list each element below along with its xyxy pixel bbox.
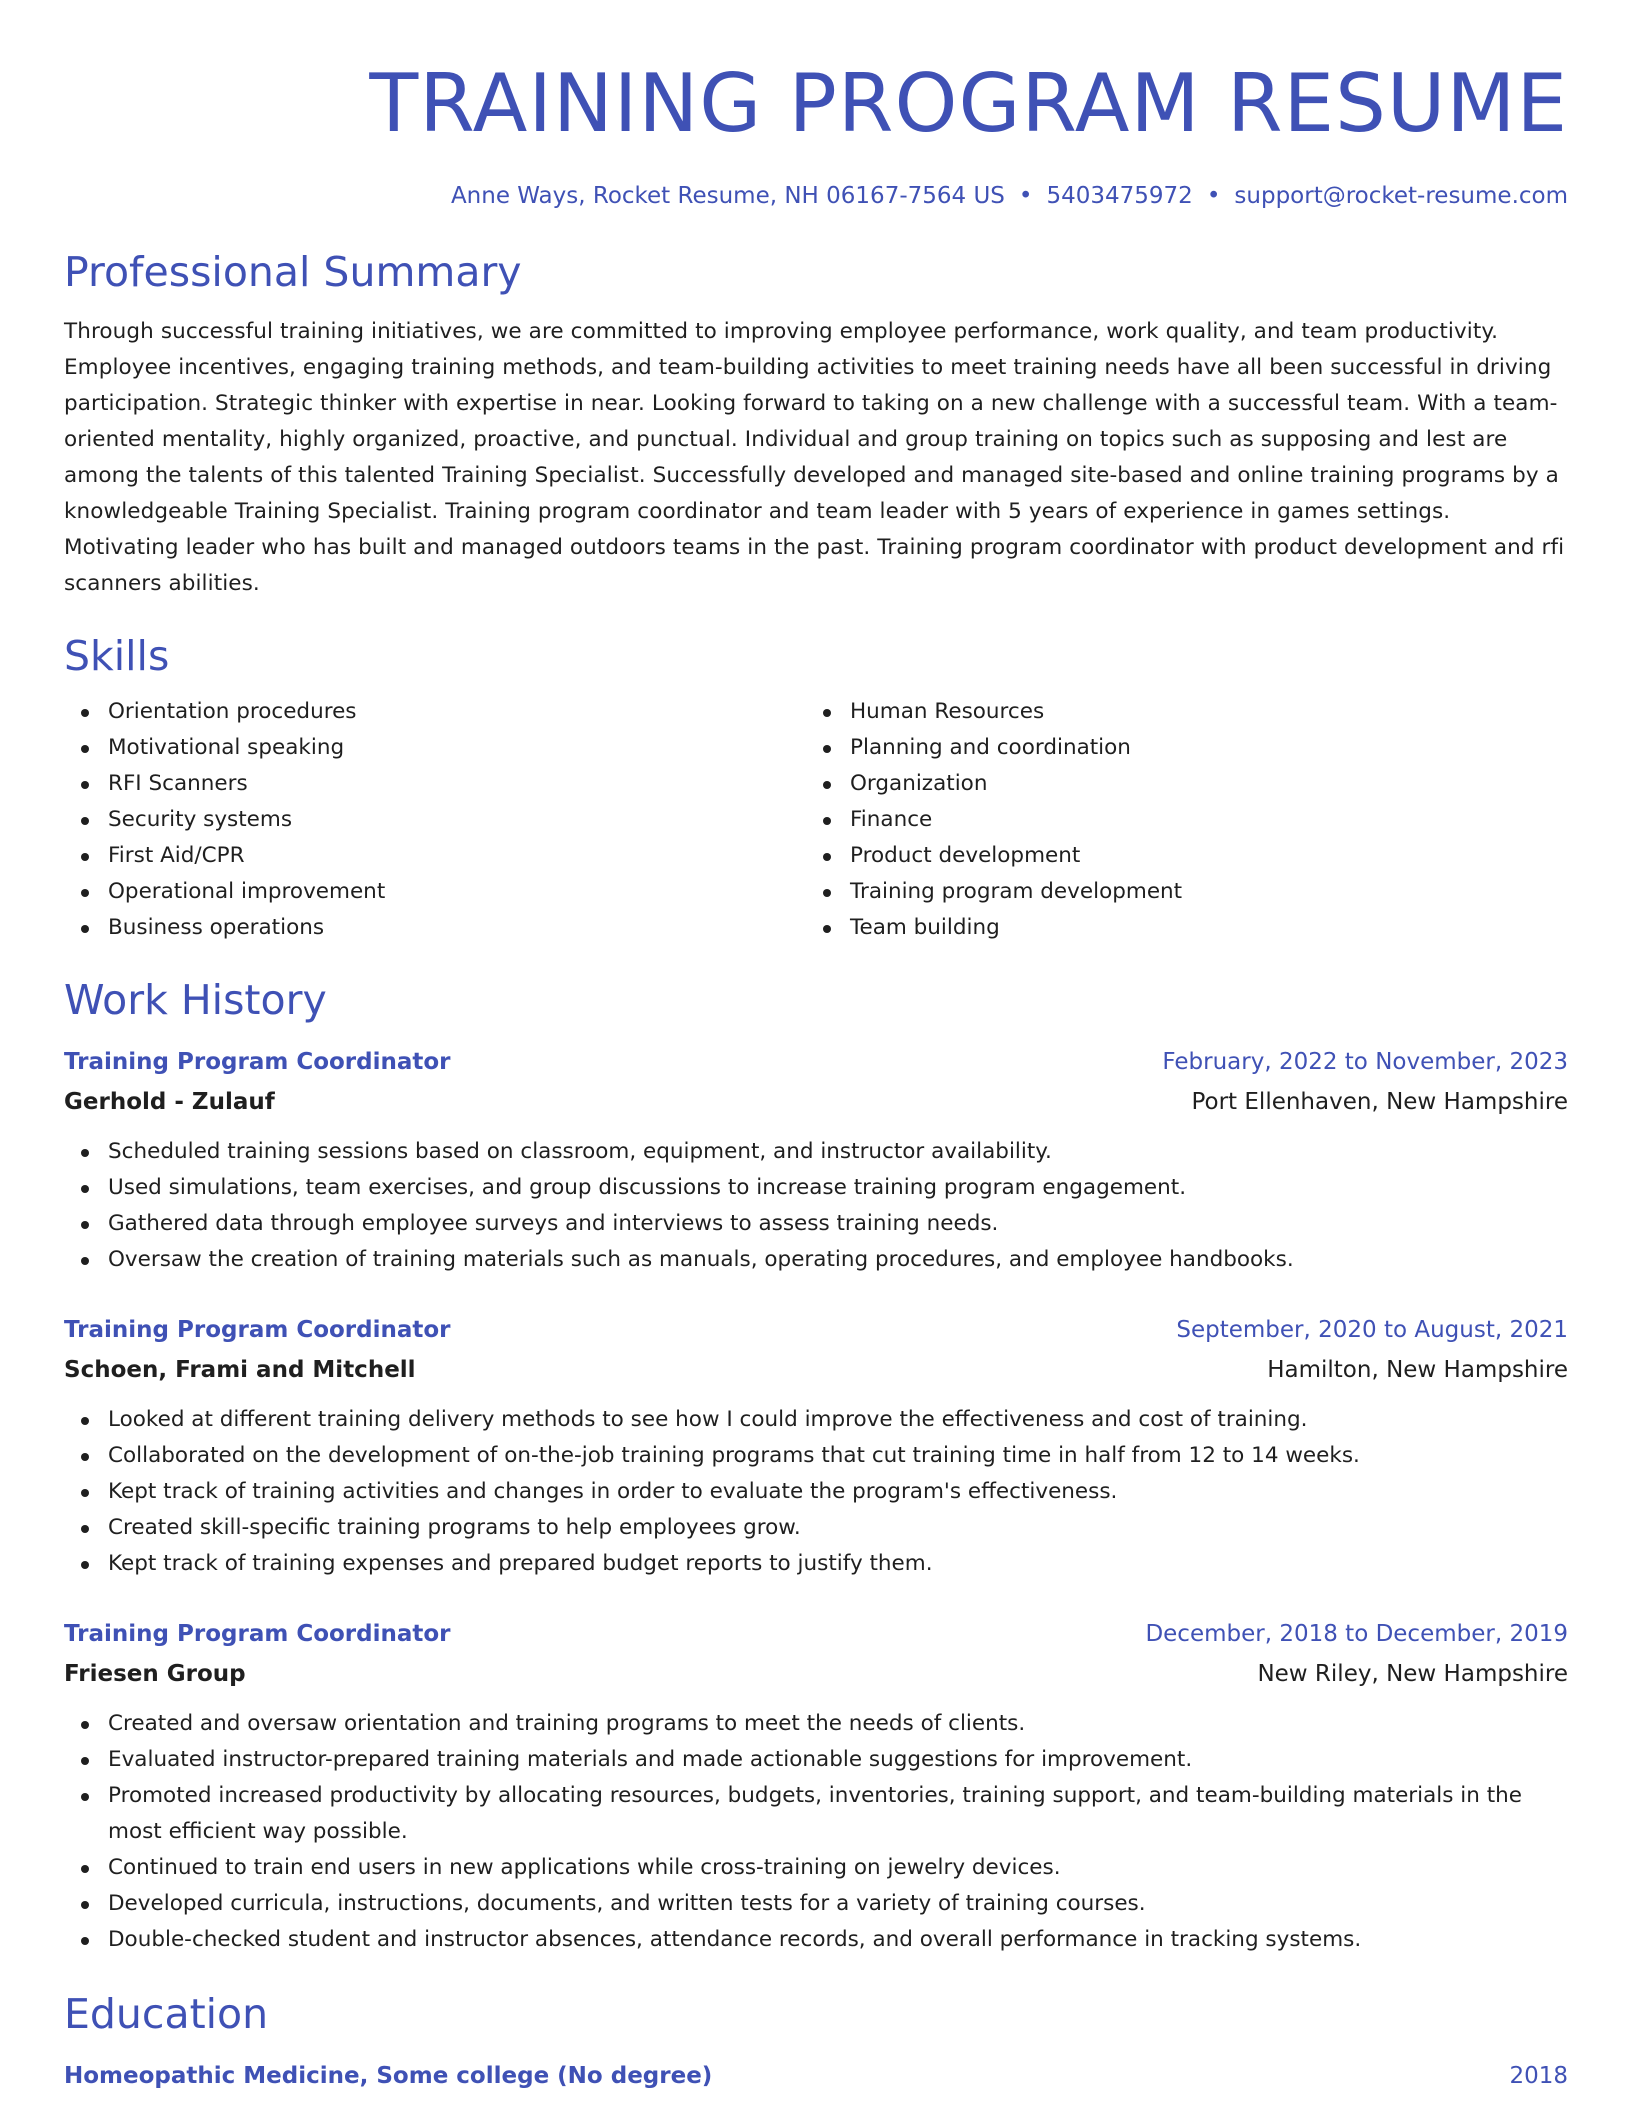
summary-heading: Professional Summary: [64, 248, 522, 296]
job-entry: [64, 1312, 1568, 1582]
skill-item: Motivational speaking: [108, 730, 806, 766]
job-bullet: Created skill-specific training programs to help employees grow.: [108, 1510, 1568, 1546]
skill-item: Business operations: [108, 910, 806, 946]
skill-item: RFI Scanners: [108, 766, 806, 802]
work-history-heading: Work History: [64, 976, 327, 1024]
job-title: Training Program Coordinator: [64, 1317, 451, 1343]
job-bullet: Used simulations, team exercises, and group discussions to increase training program engagement.: [108, 1170, 1568, 1206]
job-employer-row: [64, 1348, 1568, 1388]
job-dates: December, 2018 to December, 2019: [1145, 1621, 1568, 1647]
skill-item: Security systems: [108, 802, 806, 838]
education-entry: [64, 2058, 1568, 2094]
skill-item: Finance: [850, 802, 1548, 838]
job-entry: [64, 1616, 1568, 1958]
job-location: Port Ellenhaven, New Hampshire: [1191, 1089, 1568, 1115]
skill-item: Organization: [850, 766, 1548, 802]
skill-item: Team building: [850, 910, 1548, 946]
job-dates: February, 2022 to November, 2023: [1162, 1049, 1568, 1075]
skills-column-left: [64, 694, 806, 946]
skill-item: Operational improvement: [108, 874, 806, 910]
job-company: Schoen, Frami and Mitchell: [64, 1357, 416, 1383]
job-bullet: Gathered data through employee surveys and interviews to assess training needs.: [108, 1206, 1568, 1242]
contact-email: support@rocket-resume.com: [1234, 183, 1568, 209]
skills-heading: Skills: [64, 632, 170, 680]
job-company: Friesen Group: [64, 1661, 246, 1687]
education-heading: Education: [64, 1990, 269, 2038]
job-bullet: Created and oversaw orientation and training programs to meet the needs of clients.: [108, 1706, 1568, 1742]
job-bullet: Evaluated instructor-prepared training materials and made actionable suggestions for improvement.: [108, 1742, 1568, 1778]
skill-item: First Aid/CPR: [108, 838, 806, 874]
job-bullet: Scheduled training sessions based on classroom, equipment, and instructor availability.: [108, 1134, 1568, 1170]
summary-text: Through successful training initiatives, we are committed to improving employee performance, work quality, and team productivity. Employee incentives, engaging training methods, and team-building activities to meet training needs have all been successful in driving participation. Strategic thinker with expertise in near. Looking forward to taking on a new challenge with a successful team. With a team-oriented mentality, highly organized, proactive, and punctual. Individual and group training on topics such as supposing and lest are among the talents of this talented Training Specialist. Successfully developed and managed site-based and online training programs by a knowledgeable Training Specialist. Training program coordinator and team leader with 5 years of experience in games settings. Motivating leader who has built and managed outdoors teams in the past. Training program coordinator with product development and rfi scanners abilities.: [64, 319, 1565, 596]
job-title: Training Program Coordinator: [64, 1049, 451, 1075]
job-employer-row: [64, 1652, 1568, 1692]
job-bullets: [64, 1402, 1568, 1582]
skills-column-right: [806, 694, 1548, 946]
contact-separator: •: [1206, 183, 1221, 209]
skill-item: Training program development: [850, 874, 1548, 910]
job-employer-row: [64, 1080, 1568, 1120]
job-bullet: Collaborated on the development of on-the-job training programs that cut training time in half from 12 to 14 weeks.: [108, 1438, 1568, 1474]
contact-line: [64, 178, 1568, 214]
job-header-row: [64, 1616, 1568, 1652]
job-bullets: [64, 1706, 1568, 1958]
job-title: Training Program Coordinator: [64, 1621, 451, 1647]
job-bullet: Continued to train end users in new applications while cross-training on jewelry devices.: [108, 1850, 1568, 1886]
job-bullet: Developed curricula, instructions, documents, and written tests for a variety of training courses.: [108, 1886, 1568, 1922]
contact-separator: •: [1018, 183, 1033, 209]
job-entry: [64, 1044, 1568, 1278]
contact-address: Anne Ways, Rocket Resume, NH 06167-7564 US: [450, 183, 1005, 209]
job-bullet: Promoted increased productivity by allocating resources, budgets, inventories, training support, and team-building materials in the most efficient way possible.: [108, 1778, 1568, 1850]
job-location: New Riley, New Hampshire: [1257, 1661, 1568, 1687]
job-bullet: Looked at different training delivery methods to see how I could improve the effectiveness and cost of training.: [108, 1402, 1568, 1438]
job-dates: September, 2020 to August, 2021: [1176, 1317, 1568, 1343]
job-header-row: [64, 1044, 1568, 1080]
job-bullet: Oversaw the creation of training materials such as manuals, operating procedures, and employee handbooks.: [108, 1242, 1568, 1278]
skills-grid: [64, 694, 1568, 946]
education-degree: Homeopathic Medicine, Some college (No degree): [64, 2063, 713, 2089]
job-bullet: Kept track of training expenses and prepared budget reports to justify them.: [108, 1546, 1568, 1582]
skill-item: Planning and coordination: [850, 730, 1548, 766]
education-year: 2018: [1509, 2063, 1568, 2089]
skill-item: Orientation procedures: [108, 694, 806, 730]
job-bullet: Kept track of training activities and changes in order to evaluate the program's effectiveness.: [108, 1474, 1568, 1510]
contact-phone: 5403475972: [1046, 183, 1193, 209]
resume-title: TRAINING PROGRAM RESUME: [369, 57, 1568, 150]
skills-list-left: [64, 694, 806, 946]
job-bullets: [64, 1134, 1568, 1278]
skill-item: Product development: [850, 838, 1548, 874]
skills-list-right: [806, 694, 1548, 946]
job-bullet: Double-checked student and instructor absences, attendance records, and overall performance in tracking systems.: [108, 1922, 1568, 1958]
job-company: Gerhold - Zulauf: [64, 1089, 275, 1115]
job-header-row: [64, 1312, 1568, 1348]
skill-item: Human Resources: [850, 694, 1548, 730]
job-location: Hamilton, New Hampshire: [1267, 1357, 1568, 1383]
